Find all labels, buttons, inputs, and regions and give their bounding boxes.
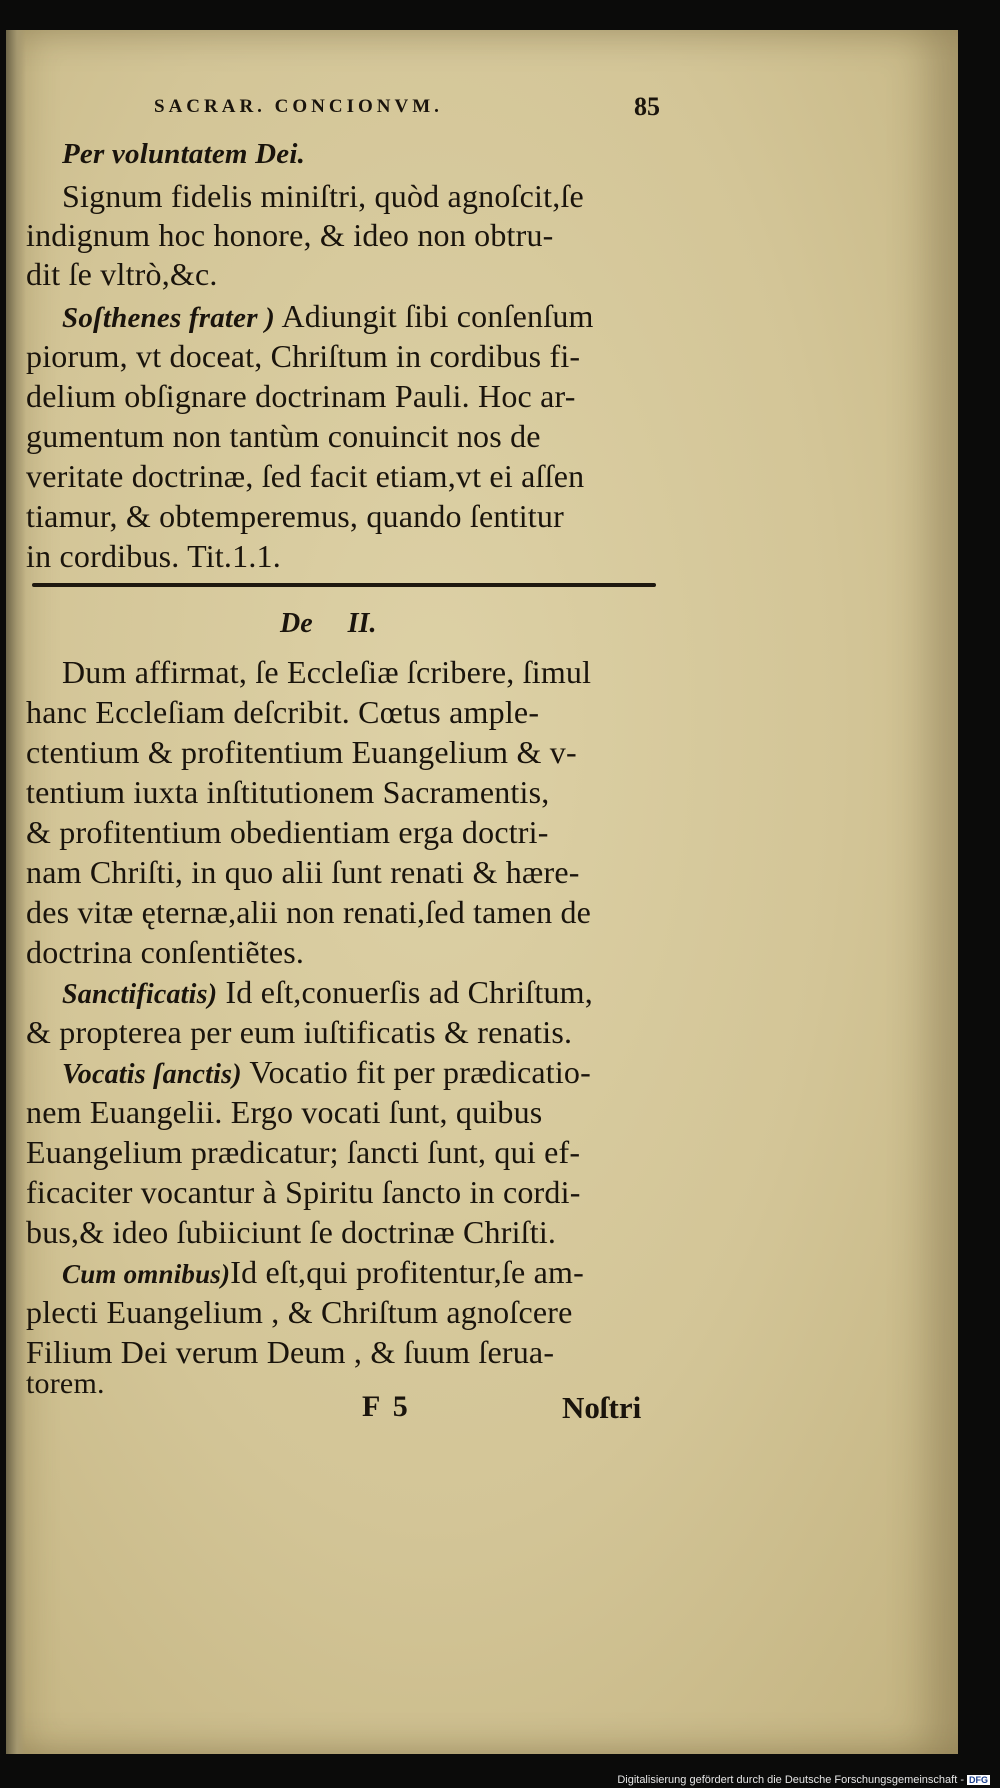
marginal-label-sanctificatis: Sanctificatis) bbox=[62, 979, 218, 1010]
running-title: SACRAR. CONCIONVM. bbox=[154, 96, 443, 117]
text-fragment: Adiungit ſibi conſenſum bbox=[275, 298, 594, 334]
text-line: ficaciter vocantur à Spiritu ſancto in cordi- bbox=[26, 1174, 581, 1210]
text-line: Filium Dei verum Deum , & ſuum ſerua- bbox=[26, 1334, 555, 1370]
text-fragment: Vocatio fit per prædicatio- bbox=[241, 1054, 591, 1090]
text-line: dit ſe vltrò,&c. bbox=[26, 256, 218, 292]
text-line: des vitæ ęternæ,alii non renati,ſed tamen de bbox=[26, 894, 592, 930]
text-line: indignum hoc honore, & ideo non obtru- bbox=[26, 217, 554, 253]
text-line: & propterea per eum iuſtificatis & renatis. bbox=[26, 1014, 573, 1050]
text-line: plecti Euangelium , & Chriſtum agnoſcere bbox=[26, 1294, 573, 1330]
text-line: Euangelium prædicatur; ſancti ſunt, qui ef- bbox=[26, 1134, 581, 1170]
text-line: delium obſignare doctrinam Pauli. Hoc ar- bbox=[26, 378, 576, 414]
text-line: doctrina conſentiẽtes. bbox=[26, 934, 305, 970]
book-page bbox=[6, 30, 958, 1754]
text-line: in cordibus. Tit.1.1. bbox=[26, 538, 281, 574]
text-line: piorum, vt doceat, Chriſtum in cordibus fi- bbox=[26, 338, 581, 374]
text-line: & profitentium obedientiam erga doctri- bbox=[26, 814, 549, 850]
text-line: Dum affirmat, ſe Eccleſiæ ſcribere, ſimul bbox=[62, 654, 592, 690]
dfg-logo-icon: DFG bbox=[969, 1775, 988, 1785]
text-line: nem Euangelii. Ergo vocati ſunt, quibus bbox=[26, 1094, 543, 1130]
text-line: ctentium & profitentium Euangelium & v- bbox=[26, 734, 577, 770]
marginal-label-cum-omnibus: Cum omnibus) bbox=[62, 1259, 231, 1289]
text-line: Signum fidelis miniſtri, quòd agnoſcit,ſe bbox=[62, 178, 584, 214]
page-binding-edge bbox=[6, 30, 26, 1754]
text-line: hanc Eccleſiam deſcribit. Cœtus ample- bbox=[26, 694, 540, 730]
text-line: tiamur, & obtemperemus, quando ſentitur bbox=[26, 498, 564, 534]
page-number: 85 bbox=[634, 92, 660, 121]
text-line: gumentum non tantùm conuincit nos de bbox=[26, 418, 541, 454]
text-line: torem. bbox=[26, 1367, 105, 1400]
text-line bbox=[62, 298, 594, 336]
horizontal-rule bbox=[32, 583, 656, 587]
digitization-notice-text: Digitalisierung gefördert durch die Deutsche Forschungsgemeinschaft - bbox=[617, 1774, 964, 1786]
text-line: tentium iuxta inſtitutionem Sacramentis, bbox=[26, 774, 550, 810]
marginal-label-vocatis-sanctis: Vocatis ſanctis) bbox=[62, 1059, 242, 1090]
signature-mark: F 5 bbox=[362, 1390, 408, 1423]
text-line bbox=[62, 1254, 584, 1292]
text-fragment: Id eſt,conuerſis ad Chriſtum, bbox=[217, 974, 593, 1010]
catchword: Noſtri bbox=[562, 1390, 642, 1425]
marginal-label-sosthenes: Soſthenes frater ) bbox=[62, 302, 276, 334]
section-heading: De II. bbox=[280, 608, 377, 639]
digitization-notice bbox=[617, 1774, 990, 1786]
text-line bbox=[62, 1054, 591, 1093]
text-fragment: Id eſt,qui profitentur,ſe am- bbox=[230, 1254, 584, 1290]
text-line: veritate doctrinæ, ſed facit etiam,vt ei aſſen bbox=[26, 458, 585, 494]
text-line: nam Chriſti, in quo alii ſunt renati & hære- bbox=[26, 854, 580, 890]
text-line bbox=[62, 974, 593, 1013]
marginal-label-per-voluntatem: Per voluntatem Dei. bbox=[62, 138, 306, 170]
text-line: bus,& ideo ſubiiciunt ſe doctrinæ Chriſti. bbox=[26, 1214, 557, 1250]
